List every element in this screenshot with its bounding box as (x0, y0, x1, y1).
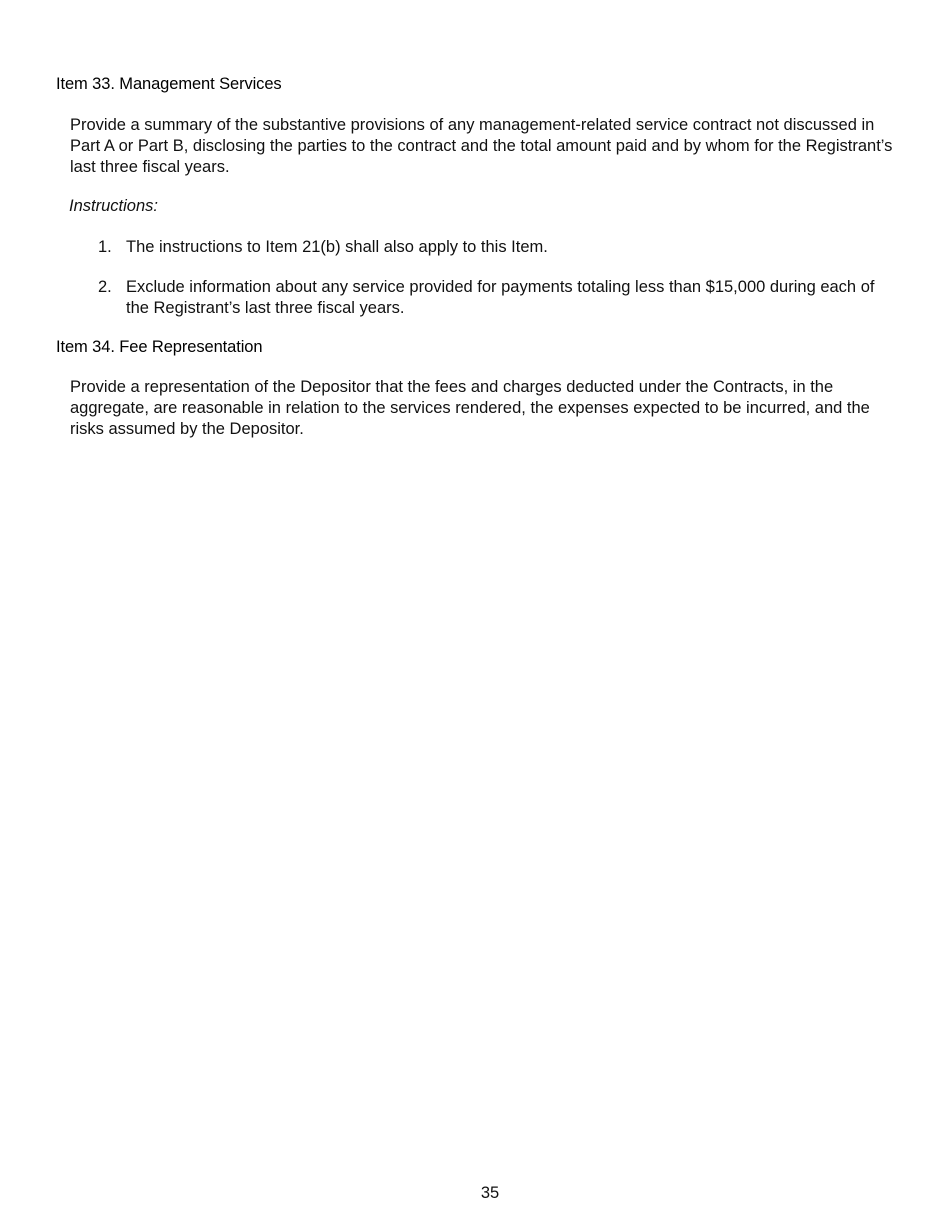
instruction-number: 1. (98, 238, 112, 256)
item-33-body: Provide a summary of the substantive provisions of any management-related service contract not discussed in Part A or Part B, disclosing the parties to the contract and the total amount paid and by whom for the Registrant’s last three fiscal years. (70, 116, 893, 176)
instruction-item-2 (98, 277, 898, 319)
item-34-heading: Item 34. Fee Representation (56, 338, 263, 356)
page-number: 35 (480, 1184, 500, 1202)
instruction-item-1 (98, 237, 898, 258)
instruction-text: Exclude information about any service provided for payments totaling less than $15,000 during each of the Registrant’s last three fiscal years. (126, 278, 875, 317)
instruction-text: The instructions to Item 21(b) shall also apply to this Item. (126, 238, 548, 256)
instructions-label: Instructions: (69, 197, 158, 215)
item-34-body: Provide a representation of the Depositor that the fees and charges deducted under the Contracts, in the aggregate, are reasonable in relation to the services rendered, the expenses expected to be incurred, and the risks assumed by the Depositor. (70, 378, 870, 438)
item-33-heading: Item 33. Management Services (56, 75, 282, 93)
instruction-number: 2. (98, 278, 112, 296)
